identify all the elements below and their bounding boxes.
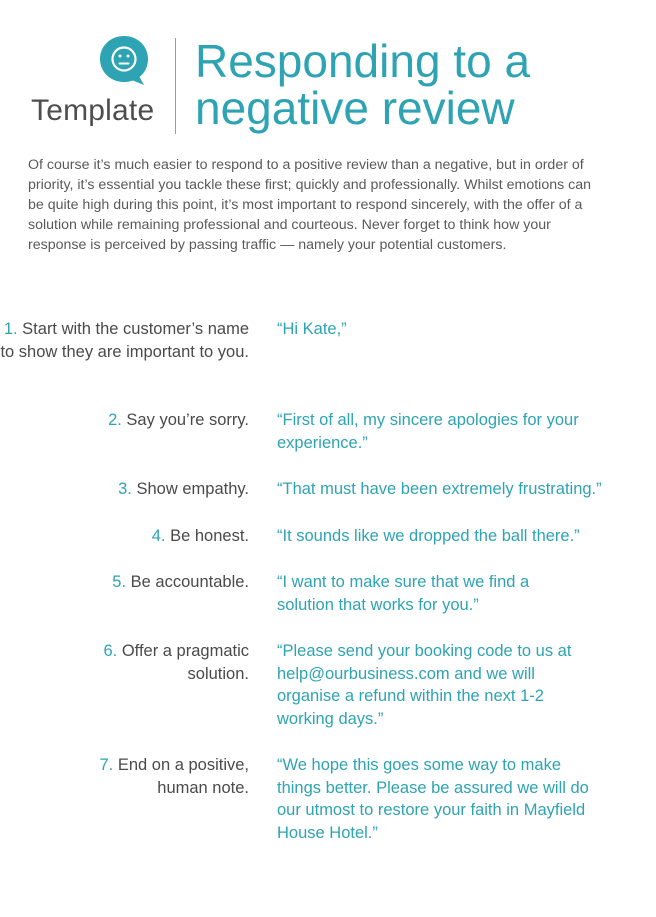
step-number: 1. — [3, 320, 18, 338]
step-number: 7. — [99, 756, 114, 774]
page-title — [195, 35, 635, 134]
step-number: 2. — [108, 411, 122, 429]
step-number: 5. — [112, 573, 127, 591]
step-item — [0, 571, 656, 616]
intro-paragraph: Of course it’s much easier to respond to a positive review than a negative, but in order of priority, it’s essential you tackle these first; quickly and professionally. Whilst emotions can be quite high during this point, it’s most important to respond sincerely, with the offer of a solution while remaining professional and courteous. Never forget to think how your response is perceived by passing traffic — namely your potential customers. — [28, 157, 592, 253]
step-item — [0, 318, 656, 385]
step-label-text: Be accountable. — [130, 573, 249, 591]
step-item — [0, 754, 656, 844]
step-quote: “We hope this goes some way to make things better. Please be assured we will do our utmost to restore your faith in Mayfield House Hotel.” — [277, 756, 589, 842]
step-label-text: Show empathy. — [136, 480, 249, 498]
step-item — [0, 525, 656, 548]
step-label — [0, 318, 249, 385]
step-label-text: Offer a pragmatic solution. — [121, 642, 249, 683]
step-quote: “It sounds like we dropped the ball there.” — [277, 526, 580, 545]
step-label — [0, 525, 249, 548]
step-quote: “I want to make sure that we find a solution that works for you.” — [277, 573, 530, 614]
step-quote: “Hi Kate,” — [277, 320, 347, 338]
step-quote: “Please send your booking code to us at help@ourbusiness.com and we will organise a refund within the next 1-2 working days.” — [277, 642, 572, 728]
step-label-text: Be honest. — [170, 526, 249, 545]
speech-bubble-face-icon — [98, 34, 150, 86]
step-label — [0, 478, 249, 501]
step-number: 6. — [103, 642, 118, 660]
step-number: 3. — [118, 480, 132, 498]
step-item — [0, 409, 656, 454]
step-item — [0, 478, 656, 501]
step-label-text: End on a positive, human note. — [117, 756, 249, 797]
title-line-1: Responding to a — [195, 35, 531, 87]
template-label: Template — [31, 94, 155, 127]
step-label — [0, 754, 249, 844]
step-label-text: Say you’re sorry. — [126, 411, 249, 429]
step-label — [0, 571, 249, 616]
header-divider — [175, 38, 176, 134]
step-label — [0, 409, 249, 454]
step-label — [0, 640, 249, 730]
step-quote: “First of all, my sincere apologies for your experience.” — [277, 411, 579, 452]
step-number: 4. — [151, 526, 166, 545]
steps-list — [0, 318, 656, 868]
title-line-2: negative review — [195, 82, 515, 134]
step-label-text: Start with the customer’s name to show they are important to you. — [0, 320, 249, 361]
step-item — [0, 640, 656, 730]
step-quote: “That must have been extremely frustrating.” — [277, 480, 602, 498]
